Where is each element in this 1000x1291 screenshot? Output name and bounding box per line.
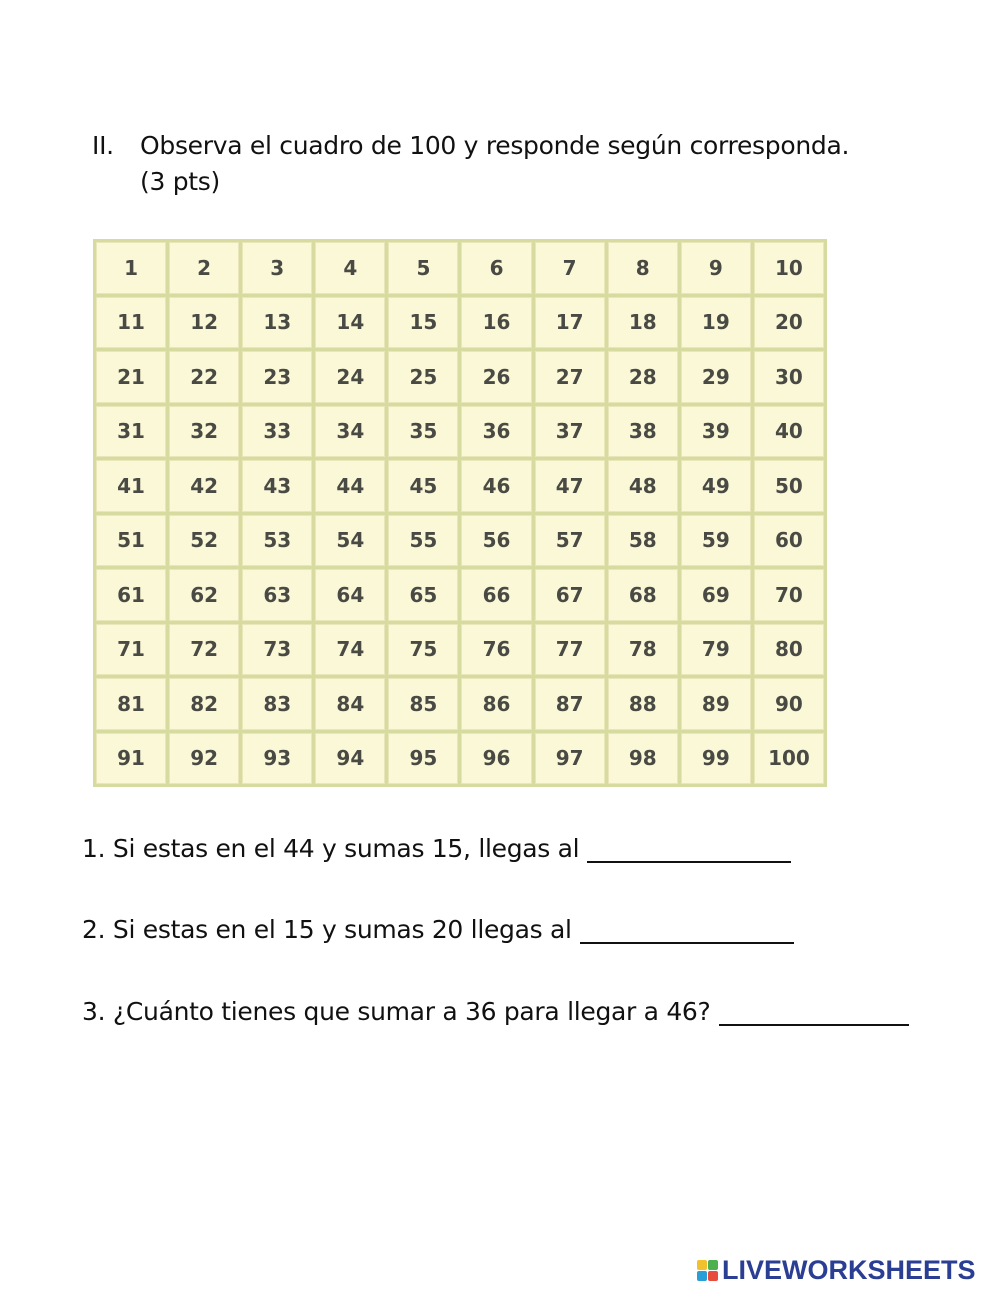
chart-cell: 63 xyxy=(242,569,312,621)
chart-cell: 90 xyxy=(754,678,824,730)
chart-cell: 58 xyxy=(608,515,678,567)
chart-cell: 28 xyxy=(608,351,678,403)
chart-cell: 89 xyxy=(681,678,751,730)
logo-mark-square xyxy=(708,1260,718,1270)
chart-cell: 53 xyxy=(242,515,312,567)
chart-cell: 30 xyxy=(754,351,824,403)
chart-cell: 50 xyxy=(754,460,824,512)
chart-cell: 62 xyxy=(169,569,239,621)
chart-cell: 96 xyxy=(461,733,531,785)
chart-cell: 17 xyxy=(535,297,605,349)
chart-cell: 27 xyxy=(535,351,605,403)
chart-cell: 18 xyxy=(608,297,678,349)
chart-cell: 15 xyxy=(388,297,458,349)
chart-cell: 14 xyxy=(315,297,385,349)
chart-cell: 31 xyxy=(96,406,166,458)
chart-cell: 37 xyxy=(535,406,605,458)
chart-cell: 29 xyxy=(681,351,751,403)
chart-cell: 33 xyxy=(242,406,312,458)
chart-cell: 52 xyxy=(169,515,239,567)
chart-cell: 3 xyxy=(242,242,312,294)
question-2-text: 2. Si estas en el 15 y sumas 20 llegas al xyxy=(82,915,572,944)
chart-cell: 88 xyxy=(608,678,678,730)
question-1-text: 1. Si estas en el 44 y sumas 15, llegas al xyxy=(82,834,580,863)
chart-cell: 16 xyxy=(461,297,531,349)
chart-cell: 19 xyxy=(681,297,751,349)
chart-cell: 75 xyxy=(388,624,458,676)
chart-cell: 77 xyxy=(535,624,605,676)
chart-cell: 76 xyxy=(461,624,531,676)
logo-mark-square xyxy=(697,1260,707,1270)
section-instructions: Observa el cuadro de 100 y responde según corresponda. (3 pts) xyxy=(140,131,850,196)
question-3 xyxy=(82,997,909,1026)
chart-cell: 32 xyxy=(169,406,239,458)
section-heading xyxy=(92,128,872,200)
chart-cell: 79 xyxy=(681,624,751,676)
chart-cell: 60 xyxy=(754,515,824,567)
chart-cell: 66 xyxy=(461,569,531,621)
chart-cell: 73 xyxy=(242,624,312,676)
logo-text: LIVEWORKSHEETS xyxy=(722,1254,976,1285)
chart-cell: 51 xyxy=(96,515,166,567)
chart-cell: 100 xyxy=(754,733,824,785)
chart-cell: 9 xyxy=(681,242,751,294)
chart-cell: 46 xyxy=(461,460,531,512)
chart-cell: 72 xyxy=(169,624,239,676)
chart-cell: 83 xyxy=(242,678,312,730)
chart-cell: 43 xyxy=(242,460,312,512)
chart-cell: 55 xyxy=(388,515,458,567)
chart-cell: 68 xyxy=(608,569,678,621)
chart-cell: 95 xyxy=(388,733,458,785)
chart-cell: 65 xyxy=(388,569,458,621)
chart-cell: 94 xyxy=(315,733,385,785)
chart-cell: 92 xyxy=(169,733,239,785)
logo-mark-icon xyxy=(697,1260,718,1281)
chart-cell: 1 xyxy=(96,242,166,294)
chart-cell: 24 xyxy=(315,351,385,403)
logo-mark-square xyxy=(708,1271,718,1281)
chart-cell: 87 xyxy=(535,678,605,730)
chart-cell: 80 xyxy=(754,624,824,676)
chart-cell: 11 xyxy=(96,297,166,349)
chart-cell: 81 xyxy=(96,678,166,730)
chart-cell: 22 xyxy=(169,351,239,403)
section-numeral: II. xyxy=(92,131,114,160)
chart-cell: 13 xyxy=(242,297,312,349)
liveworksheets-logo xyxy=(697,1254,976,1286)
chart-cell: 64 xyxy=(315,569,385,621)
chart-cell: 82 xyxy=(169,678,239,730)
chart-cell: 49 xyxy=(681,460,751,512)
chart-cell: 57 xyxy=(535,515,605,567)
chart-cell: 56 xyxy=(461,515,531,567)
chart-cell: 12 xyxy=(169,297,239,349)
chart-cell: 42 xyxy=(169,460,239,512)
chart-cell: 78 xyxy=(608,624,678,676)
chart-cell: 35 xyxy=(388,406,458,458)
chart-cell: 23 xyxy=(242,351,312,403)
chart-cell: 99 xyxy=(681,733,751,785)
chart-cell: 10 xyxy=(754,242,824,294)
chart-cell: 41 xyxy=(96,460,166,512)
chart-cell: 5 xyxy=(388,242,458,294)
question-2-answer-blank[interactable] xyxy=(580,918,794,944)
chart-cell: 39 xyxy=(681,406,751,458)
chart-cell: 91 xyxy=(96,733,166,785)
chart-cell: 69 xyxy=(681,569,751,621)
chart-cell: 93 xyxy=(242,733,312,785)
chart-cell: 48 xyxy=(608,460,678,512)
chart-cell: 97 xyxy=(535,733,605,785)
chart-cell: 70 xyxy=(754,569,824,621)
question-1 xyxy=(82,834,791,863)
chart-cell: 26 xyxy=(461,351,531,403)
chart-cell: 44 xyxy=(315,460,385,512)
question-3-answer-blank[interactable] xyxy=(719,1000,909,1026)
chart-cell: 34 xyxy=(315,406,385,458)
chart-cell: 6 xyxy=(461,242,531,294)
chart-cell: 8 xyxy=(608,242,678,294)
chart-cell: 2 xyxy=(169,242,239,294)
hundred-chart xyxy=(93,239,827,787)
question-2 xyxy=(82,915,794,944)
chart-cell: 86 xyxy=(461,678,531,730)
chart-cell: 67 xyxy=(535,569,605,621)
chart-cell: 98 xyxy=(608,733,678,785)
chart-cell: 40 xyxy=(754,406,824,458)
question-1-answer-blank[interactable] xyxy=(587,837,791,863)
chart-cell: 20 xyxy=(754,297,824,349)
question-3-text: 3. ¿Cuánto tienes que sumar a 36 para llegar a 46? xyxy=(82,997,711,1026)
chart-cell: 84 xyxy=(315,678,385,730)
chart-cell: 85 xyxy=(388,678,458,730)
chart-cell: 47 xyxy=(535,460,605,512)
chart-cell: 59 xyxy=(681,515,751,567)
chart-cell: 54 xyxy=(315,515,385,567)
chart-cell: 45 xyxy=(388,460,458,512)
chart-cell: 74 xyxy=(315,624,385,676)
hundred-chart-grid xyxy=(96,242,824,784)
logo-mark-square xyxy=(697,1271,707,1281)
chart-cell: 4 xyxy=(315,242,385,294)
chart-cell: 38 xyxy=(608,406,678,458)
chart-cell: 71 xyxy=(96,624,166,676)
chart-cell: 7 xyxy=(535,242,605,294)
chart-cell: 25 xyxy=(388,351,458,403)
chart-cell: 36 xyxy=(461,406,531,458)
chart-cell: 21 xyxy=(96,351,166,403)
chart-cell: 61 xyxy=(96,569,166,621)
